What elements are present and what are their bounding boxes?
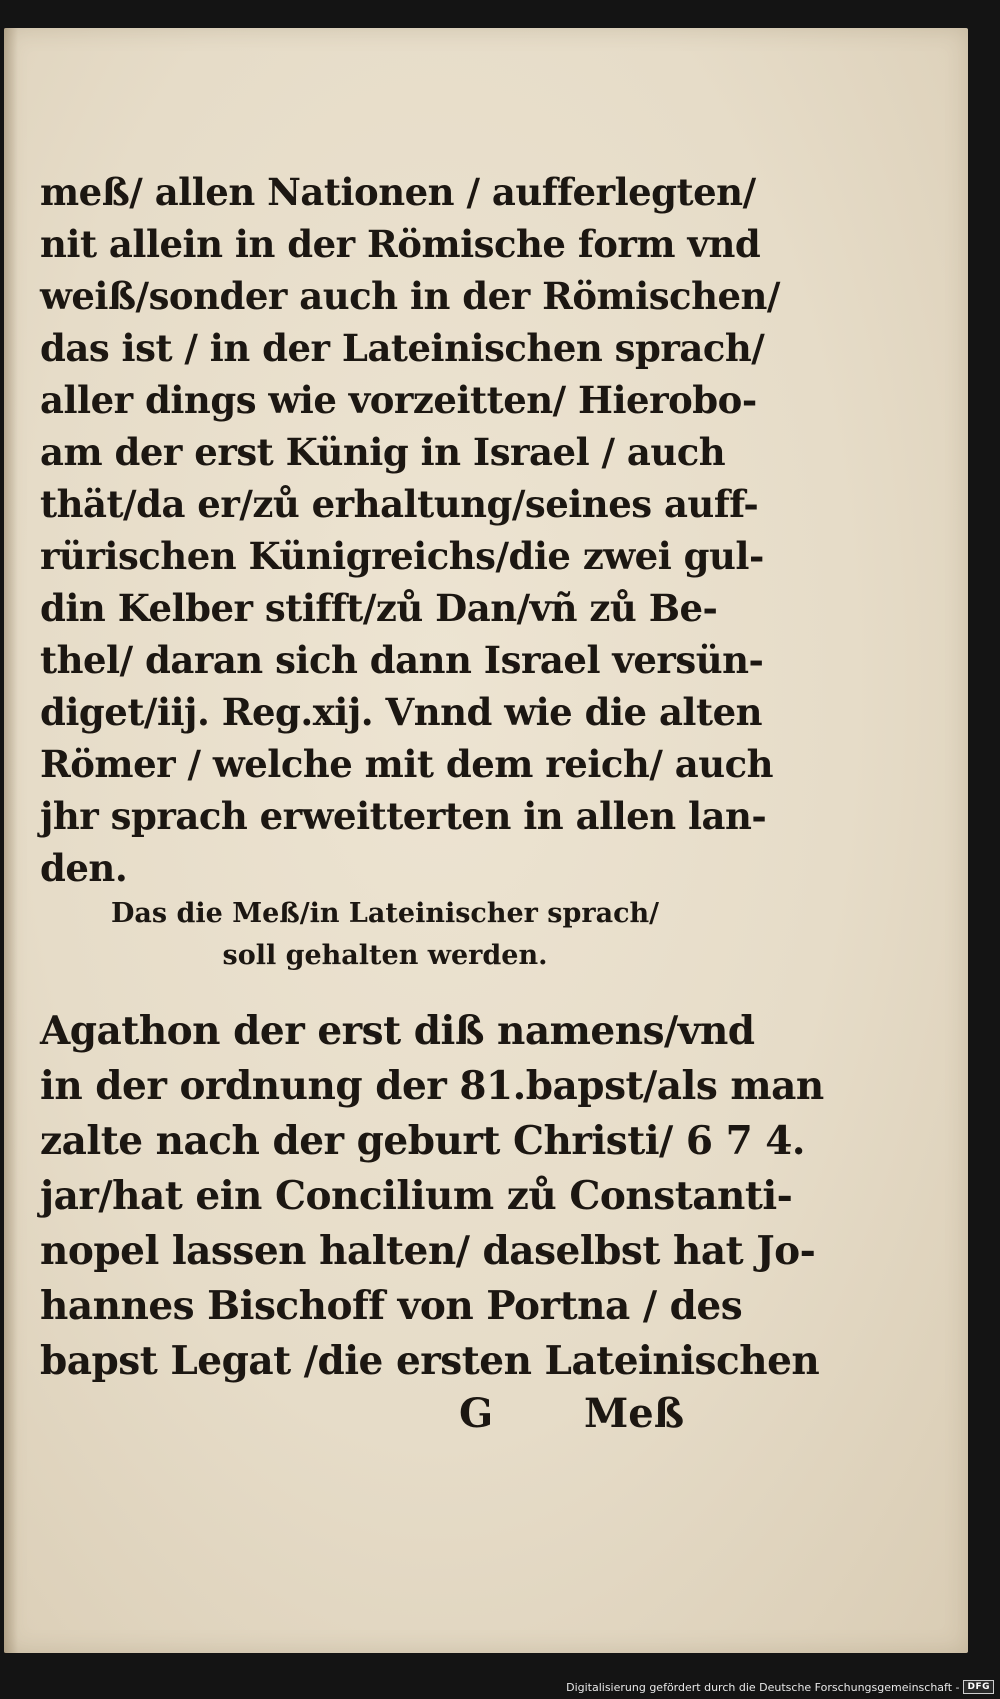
- paragraph2-line: zalte nach der geburt Christi/ 6 7 4.: [40, 1118, 806, 1164]
- section-heading-line: soll gehalten werden.: [222, 940, 548, 971]
- paragraph2-line: hannes Bischoff von Portna / des: [40, 1283, 743, 1329]
- paragraph2-line: in der ordnung der 81.bapst/als man: [40, 1063, 824, 1109]
- paragraph1-line: thel/ daran sich dann Israel versün-: [40, 638, 764, 682]
- paragraph1-line: weiß/sonder auch in der Römischen/: [40, 274, 780, 318]
- paragraph2-line: nopel lassen halten/ daselbst hat Jo-: [40, 1228, 816, 1274]
- funding-credit: Digitalisierung gefördert durch die Deutsche Forschungsgemeinschaft -: [566, 1680, 960, 1694]
- paragraph1-line: thät/da er/zů erhaltung/seines auff-: [40, 482, 759, 526]
- signature-mark: G: [459, 1390, 494, 1437]
- paragraph1-line: den.: [40, 846, 128, 890]
- paragraph2-line: Agathon der erst diß namens/vnd: [40, 1008, 755, 1054]
- catchword: Meß: [584, 1390, 685, 1437]
- paragraph1-line: diget/iij. Reg.xij. Vnnd wie die alten: [40, 690, 763, 734]
- section-heading-line: Das die Meß/in Lateinischer sprach/: [110, 898, 660, 929]
- paragraph1-line: nit allein in der Römische form vnd: [40, 222, 761, 266]
- paragraph1-line: das ist / in der Lateinischen sprach/: [40, 326, 765, 370]
- book-page: [4, 28, 968, 1653]
- paragraph1-line: jhr sprach erweitterten in allen lan-: [40, 794, 767, 838]
- paragraph1-line: rürischen Künigreichs/die zwei gul-: [40, 534, 764, 578]
- digitization-footer: [566, 1677, 994, 1697]
- paragraph1-line: Römer / welche mit dem reich/ auch: [40, 742, 774, 786]
- paragraph2-line: bapst Legat /die ersten Lateinischen: [40, 1338, 820, 1384]
- paragraph1-line: aller dings wie vorzeitten/ Hierobo-: [40, 378, 757, 422]
- paragraph2-line: jar/hat ein Concilium zů Constanti-: [40, 1173, 793, 1219]
- paragraph1-line: din Kelber stifft/zů Dan/vñ zů Be-: [40, 586, 718, 630]
- dfg-logo: DFG: [963, 1680, 994, 1694]
- paragraph1-line: meß/ allen Nationen / aufferlegten/: [40, 170, 756, 214]
- paragraph1-line: am der erst Künig in Israel / auch: [40, 430, 726, 474]
